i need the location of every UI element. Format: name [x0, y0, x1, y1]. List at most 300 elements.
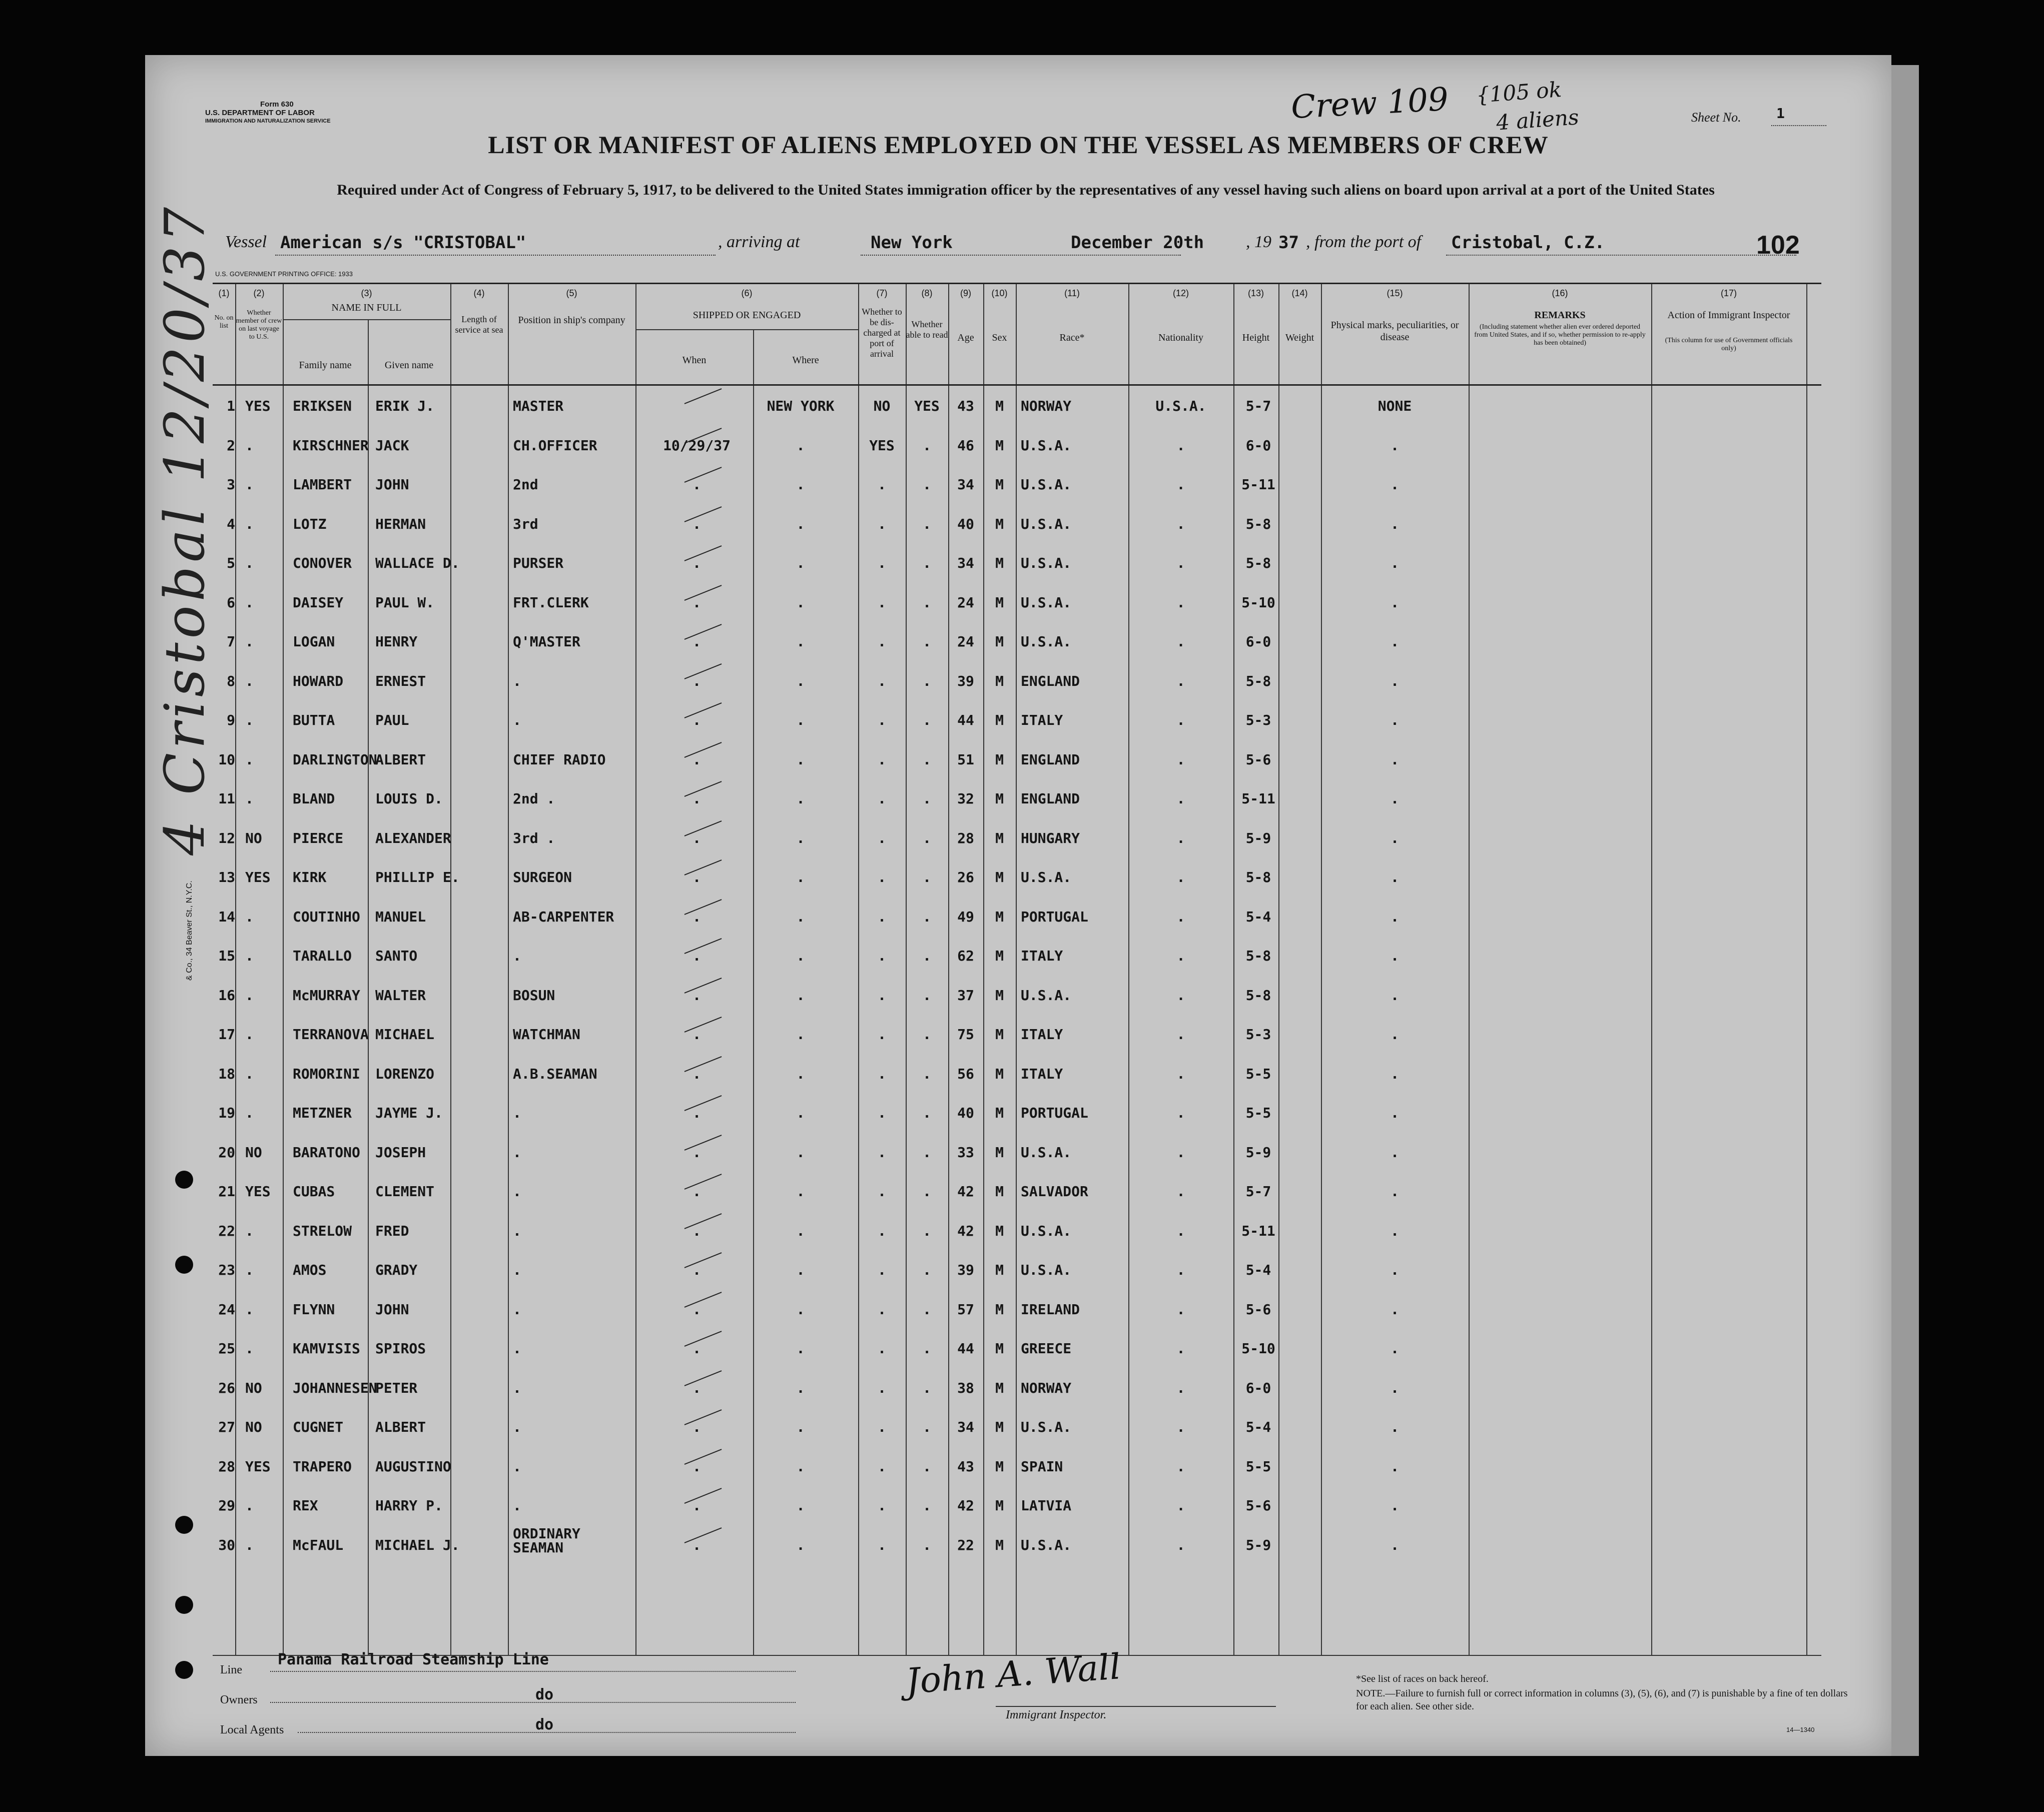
cell-discharged: . [878, 515, 886, 532]
cell-shipped-where: . [796, 790, 805, 807]
col-num-8: (8) [921, 288, 933, 298]
table-row [213, 740, 1821, 780]
cell-able-to-read: . [923, 555, 931, 571]
table-row [213, 1329, 1821, 1369]
signature-line [996, 1706, 1276, 1707]
cell-physical-marks: . [1391, 555, 1399, 571]
cell-shipped-where: . [796, 948, 805, 964]
cell-given-name: JOHN [375, 476, 409, 493]
cell-physical-marks: . [1391, 829, 1399, 846]
cell-physical-marks: . [1391, 1065, 1399, 1082]
cell-shipped-where: . [796, 829, 805, 846]
col-num-5: (5) [566, 288, 577, 298]
cell-discharged: . [878, 948, 886, 964]
cell-discharged: NO [873, 398, 891, 414]
cell-shipped-when: . [693, 1222, 701, 1239]
cell-age: 33 [957, 1144, 974, 1161]
fine-note: NOTE.—Failure to furnish full or correct information in columns (3), (5), (6), and (7) is punishable by a fine of ten dollars for each alien. See other side. [1356, 1688, 1848, 1712]
cell-shipped-when: . [693, 1262, 701, 1278]
cell-discharged: . [878, 1222, 886, 1239]
cell-shipped-where: . [796, 633, 805, 650]
cell-race: GREECE [1021, 1340, 1072, 1357]
department: U.S. DEPARTMENT OF LABOR [205, 109, 315, 117]
cell-position: ORDINARY SEAMAN [513, 1525, 580, 1556]
header-age: Age [957, 332, 974, 343]
cell-race: U.S.A. [1021, 555, 1072, 571]
sheet-number-value: 1 [1776, 105, 1785, 122]
cell-height: 5-4 [1245, 908, 1271, 925]
cell-race: U.S.A. [1021, 1144, 1072, 1161]
cell-sex: M [995, 398, 1004, 414]
col-num-11: (11) [1064, 288, 1080, 298]
punch-hole [175, 1256, 193, 1274]
cell-nationality: . [1176, 672, 1185, 689]
cell-discharged: . [878, 594, 886, 611]
cell-sex: M [995, 987, 1004, 1004]
cell-discharged: . [878, 751, 886, 768]
owners-dotline [270, 1702, 796, 1703]
cell-shipped-where: . [796, 1379, 805, 1396]
cell-last-voyage: NO [245, 1419, 262, 1435]
cell-physical-marks: . [1391, 712, 1399, 728]
cell-nationality: . [1176, 633, 1185, 650]
cell-nationality: . [1176, 1497, 1185, 1514]
owners-value: do [535, 1686, 554, 1703]
cell-shipped-where: . [796, 1105, 805, 1121]
cell-family-name: TERRANOVA [293, 1026, 369, 1043]
cell-given-name: WALTER [375, 987, 426, 1004]
cell-sex: M [995, 515, 1004, 532]
cell-age: 26 [957, 869, 974, 885]
cell-able-to-read: . [923, 1497, 931, 1514]
cell-sex: M [995, 1065, 1004, 1082]
cell-position: 2nd . [513, 790, 555, 807]
sheet-number-line [1771, 125, 1826, 126]
cell-discharged: YES [869, 437, 895, 454]
header-when: When [682, 355, 707, 366]
cell-given-name: MICHAEL [375, 1026, 435, 1043]
table-row [213, 505, 1821, 545]
cell-family-name: AMOS [293, 1262, 327, 1278]
print-code: 14—1340 [1786, 1726, 1815, 1733]
cell-nationality: . [1176, 712, 1185, 728]
cell-family-name: TARALLO [293, 948, 352, 964]
cell-position: 2nd [513, 476, 538, 493]
cell-given-name: ALBERT [375, 1419, 426, 1435]
cell-family-name: CUGNET [293, 1419, 344, 1435]
cell-last-voyage: . [245, 1301, 254, 1318]
cell-sex: M [995, 1262, 1004, 1278]
cell-last-voyage: . [245, 908, 254, 925]
table-row [213, 1133, 1821, 1173]
cell-race: U.S.A. [1021, 869, 1072, 885]
table-row [213, 544, 1821, 584]
cell-position: SURGEON [513, 869, 572, 885]
cell-race: U.S.A. [1021, 1536, 1072, 1553]
cell-sex: M [995, 1379, 1004, 1396]
cell-shipped-where: NEW YORK [767, 398, 835, 414]
table-row [213, 819, 1821, 859]
cell-physical-marks: . [1391, 948, 1399, 964]
cell-shipped-when: 10/29/37 [663, 437, 731, 454]
cell-last-voyage: NO [245, 1144, 262, 1161]
cell-sex: M [995, 1144, 1004, 1161]
cell-sex: M [995, 869, 1004, 885]
cell-nationality: . [1176, 1144, 1185, 1161]
cell-height: 5-5 [1245, 1105, 1271, 1121]
cell-height: 5-11 [1241, 476, 1275, 493]
cell-race: ITALY [1021, 948, 1063, 964]
header-family-name: Family name [299, 360, 352, 371]
cell-shipped-when: . [693, 672, 701, 689]
cell-shipped-when: . [693, 1379, 701, 1396]
table-row [213, 1447, 1821, 1487]
cell-sex: M [995, 1497, 1004, 1514]
cell-position: CHIEF RADIO [513, 751, 606, 768]
cell-race: U.S.A. [1021, 476, 1072, 493]
cell-shipped-when: . [693, 948, 701, 964]
cell-family-name: HOWARD [293, 672, 344, 689]
cell-given-name: JOHN [375, 1301, 409, 1318]
cell-last-voyage: . [245, 712, 254, 728]
cell-able-to-read: . [923, 633, 931, 650]
header-last-voyage: Whether member of crew on last voyage to U.S. [236, 309, 282, 341]
cell-physical-marks: . [1391, 1183, 1399, 1200]
cell-nationality: . [1176, 594, 1185, 611]
cell-discharged: . [878, 1340, 886, 1357]
cell-last-voyage: . [245, 594, 254, 611]
cell-race: PORTUGAL [1021, 1105, 1088, 1121]
cell-sex: M [995, 1183, 1004, 1200]
cell-physical-marks: . [1391, 1458, 1399, 1475]
table-row [213, 858, 1821, 898]
cell-age: 24 [957, 633, 974, 650]
cell-given-name: JAYME J. [375, 1105, 443, 1121]
cell-family-name: JOHANNESEN [293, 1379, 377, 1396]
cell-shipped-where: . [796, 672, 805, 689]
cell-shipped-where: . [796, 1183, 805, 1200]
cell-height: 6-0 [1245, 1379, 1271, 1396]
cell-race: PORTUGAL [1021, 908, 1088, 925]
header-no-on-list: No. on list [214, 314, 234, 330]
cell-shipped-where: . [796, 1458, 805, 1475]
cell-able-to-read: . [923, 987, 931, 1004]
cell-able-to-read: . [923, 1026, 931, 1043]
cell-last-voyage: . [245, 555, 254, 571]
table-row [213, 1369, 1821, 1409]
cell-position: FRT.CLERK [513, 594, 589, 611]
cell-discharged: . [878, 869, 886, 885]
agents-label: Local Agents [220, 1723, 284, 1736]
cell-given-name: PETER [375, 1379, 418, 1396]
cell-row-number: 30 [218, 1536, 235, 1553]
col-num-1: (1) [218, 288, 230, 298]
cell-shipped-when: . [693, 829, 701, 846]
form-number: Form 630 [260, 100, 294, 109]
cell-shipped-when: . [693, 1301, 701, 1318]
table-row [213, 1486, 1821, 1526]
cell-row-number: 25 [218, 1340, 235, 1357]
header-position: Position in ship's company [518, 315, 625, 326]
cell-height: 5-10 [1241, 1340, 1275, 1357]
cell-race: HUNGARY [1021, 829, 1080, 846]
cell-age: 49 [957, 908, 974, 925]
cell-given-name: WALLACE D. [375, 555, 460, 571]
cell-able-to-read: . [923, 594, 931, 611]
cell-nationality: U.S.A. [1155, 398, 1206, 414]
cell-position: . [513, 1301, 521, 1318]
cell-nationality: . [1176, 1105, 1185, 1121]
header-weight: Weight [1285, 332, 1314, 343]
cell-height: 5-3 [1245, 712, 1271, 728]
cell-physical-marks: . [1391, 1262, 1399, 1278]
cell-discharged: . [878, 555, 886, 571]
cell-last-voyage: YES [245, 869, 271, 885]
table-row [213, 1212, 1821, 1252]
cell-nationality: . [1176, 987, 1185, 1004]
cell-nationality: . [1176, 1340, 1185, 1357]
cell-row-number: 1 [227, 398, 235, 414]
cell-age: 51 [957, 751, 974, 768]
cell-row-number: 10 [218, 751, 235, 768]
cell-last-voyage: YES [245, 398, 271, 414]
cell-row-number: 6 [227, 594, 235, 611]
crew-table [213, 283, 1821, 1656]
table-row [213, 465, 1821, 505]
cell-able-to-read: . [923, 1222, 931, 1239]
cell-age: 24 [957, 594, 974, 611]
cell-row-number: 9 [227, 712, 235, 728]
table-row [213, 1055, 1821, 1095]
cell-last-voyage: NO [245, 1379, 262, 1396]
from-dotline [1446, 255, 1796, 256]
cell-height: 5-8 [1245, 515, 1271, 532]
cell-discharged: . [878, 1458, 886, 1475]
cell-age: 56 [957, 1065, 974, 1082]
cell-position: . [513, 1222, 521, 1239]
table-row [213, 426, 1821, 466]
cell-sex: M [995, 555, 1004, 571]
cell-last-voyage: . [245, 1497, 254, 1514]
table-row [213, 1290, 1821, 1330]
cell-physical-marks: . [1391, 476, 1399, 493]
cell-race: ITALY [1021, 1065, 1063, 1082]
cell-race: ENGLAND [1021, 751, 1080, 768]
header-sex: Sex [992, 332, 1007, 343]
cell-able-to-read: . [923, 476, 931, 493]
cell-family-name: DARLINGTON [293, 751, 377, 768]
cell-sex: M [995, 1301, 1004, 1318]
cell-shipped-when: . [693, 555, 701, 571]
cell-shipped-when: . [693, 1419, 701, 1435]
cell-row-number: 28 [218, 1458, 235, 1475]
cell-race: SPAIN [1021, 1458, 1063, 1475]
cell-row-number: 12 [218, 829, 235, 846]
cell-shipped-where: . [796, 712, 805, 728]
cell-physical-marks: . [1391, 1222, 1399, 1239]
year-prefix: , 19 [1246, 233, 1271, 251]
cell-physical-marks: . [1391, 1497, 1399, 1514]
cell-discharged: . [878, 1497, 886, 1514]
cell-position: . [513, 712, 521, 728]
cell-last-voyage: . [245, 1262, 254, 1278]
cell-given-name: ERNEST [375, 672, 426, 689]
cell-given-name: ALEXANDER [375, 829, 451, 846]
cell-age: 34 [957, 476, 974, 493]
cell-given-name: LORENZO [375, 1065, 435, 1082]
col-num-15: (15) [1387, 288, 1403, 298]
cell-shipped-when: . [693, 908, 701, 925]
cell-race: ITALY [1021, 712, 1063, 728]
table-row [213, 583, 1821, 623]
cell-family-name: STRELOW [293, 1222, 352, 1239]
table-row [213, 622, 1821, 662]
cell-given-name: MICHAEL J. [375, 1536, 460, 1553]
cell-able-to-read: . [923, 1105, 931, 1121]
cell-discharged: . [878, 476, 886, 493]
header-height: Height [1242, 332, 1270, 343]
cell-last-voyage: NO [245, 829, 262, 846]
cell-height: 5-9 [1245, 1144, 1271, 1161]
cell-sex: M [995, 829, 1004, 846]
cell-nationality: . [1176, 476, 1185, 493]
handwritten-alien-count: 4 aliens [1495, 105, 1580, 135]
cell-shipped-when: . [693, 594, 701, 611]
cell-age: 42 [957, 1183, 974, 1200]
header-given-name: Given name [384, 360, 434, 371]
cell-physical-marks: . [1391, 1026, 1399, 1043]
cell-nationality: . [1176, 1301, 1185, 1318]
cell-height: 5-9 [1245, 1536, 1271, 1553]
cell-age: 22 [957, 1536, 974, 1553]
cell-height: 5-4 [1245, 1262, 1271, 1278]
cell-row-number: 17 [218, 1026, 235, 1043]
cell-position: BOSUN [513, 987, 555, 1004]
cell-position: PURSER [513, 555, 564, 571]
table-row [213, 937, 1821, 977]
cell-able-to-read: . [923, 1183, 931, 1200]
cell-given-name: ALBERT [375, 751, 426, 768]
cell-shipped-when: . [693, 790, 701, 807]
cell-discharged: . [878, 1301, 886, 1318]
cell-row-number: 22 [218, 1222, 235, 1239]
cell-age: 43 [957, 398, 974, 414]
cell-position: Q'MASTER [513, 633, 580, 650]
table-row [213, 1526, 1821, 1566]
cell-physical-marks: . [1391, 908, 1399, 925]
cell-position: AB-CARPENTER [513, 908, 614, 925]
manifest-title: LIST OR MANIFEST OF ALIENS EMPLOYED ON THE VESSEL AS MEMBERS OF CREW [488, 131, 1549, 159]
cell-position: . [513, 1458, 521, 1475]
cell-last-voyage: . [245, 1536, 254, 1553]
cell-discharged: . [878, 1065, 886, 1082]
cell-family-name: BLAND [293, 790, 335, 807]
cell-race: IRELAND [1021, 1301, 1080, 1318]
cell-family-name: LAMBERT [293, 476, 352, 493]
races-note: *See list of races on back hereof. [1356, 1673, 1489, 1684]
cell-family-name: McMURRAY [293, 987, 360, 1004]
cell-shipped-when: . [693, 1536, 701, 1553]
cell-shipped-when: . [693, 476, 701, 493]
table-row [213, 1251, 1821, 1291]
cell-able-to-read: . [923, 1458, 931, 1475]
cell-position: . [513, 1105, 521, 1121]
cell-nationality: . [1176, 1536, 1185, 1553]
cell-age: 34 [957, 555, 974, 571]
cell-nationality: . [1176, 908, 1185, 925]
cell-shipped-when: . [693, 1497, 701, 1514]
cell-family-name: KAMVISIS [293, 1340, 360, 1357]
header-remarks: REMARKS [1534, 310, 1586, 321]
cell-given-name: AUGUSTINO [375, 1458, 451, 1475]
cell-race: U.S.A. [1021, 633, 1072, 650]
agents-dotline [298, 1732, 796, 1733]
cell-height: 5-6 [1245, 751, 1271, 768]
form-header [205, 100, 331, 126]
cell-last-voyage: . [245, 751, 254, 768]
cell-sex: M [995, 437, 1004, 454]
header-remarks-note: (Including statement whether alien ever ordered deported from United States, and if so, whether permission to re-apply has been obtained) [1474, 323, 1646, 347]
header-action: Action of Immigrant Inspector [1667, 310, 1790, 321]
cell-row-number: 20 [218, 1144, 235, 1161]
cell-able-to-read: . [923, 712, 931, 728]
table-row [213, 976, 1821, 1016]
table-row [213, 387, 1821, 427]
cell-nationality: . [1176, 1222, 1185, 1239]
service: IMMIGRATION AND NATURALIZATION SERVICE [205, 118, 331, 124]
cell-last-voyage: . [245, 476, 254, 493]
cell-last-voyage: . [245, 1065, 254, 1082]
col-num-2: (2) [253, 288, 265, 298]
cell-position: . [513, 1419, 521, 1435]
cell-position: CH.OFFICER [513, 437, 597, 454]
cell-height: 5-7 [1245, 398, 1271, 414]
cell-height: 5-10 [1241, 594, 1275, 611]
cell-height: 5-8 [1245, 869, 1271, 885]
cell-nationality: . [1176, 555, 1185, 571]
cell-age: 43 [957, 1458, 974, 1475]
cell-family-name: BARATONO [293, 1144, 360, 1161]
cell-height: 5-4 [1245, 1419, 1271, 1435]
cell-sex: M [995, 751, 1004, 768]
cell-row-number: 24 [218, 1301, 235, 1318]
punch-hole [175, 1661, 193, 1679]
cell-sex: M [995, 1419, 1004, 1435]
cell-given-name: PHILLIP E. [375, 869, 460, 885]
cell-discharged: . [878, 1105, 886, 1121]
paper-edge [1889, 65, 1919, 1756]
cell-discharged: . [878, 987, 886, 1004]
cell-sex: M [995, 712, 1004, 728]
cell-able-to-read: . [923, 1379, 931, 1396]
cell-shipped-where: . [796, 555, 805, 571]
manifest-subtitle: Required under Act of Congress of February 5, 1917, to be delivered to the United States immigration officer by the representatives of any vessel having such aliens on board upon arrival at a port of the United States [337, 182, 1715, 198]
cell-row-number: 2 [227, 437, 235, 454]
cell-discharged: . [878, 1379, 886, 1396]
cell-family-name: BUTTA [293, 712, 335, 728]
header-nationality: Nationality [1158, 332, 1203, 343]
cell-row-number: 3 [227, 476, 235, 493]
col-num-10: (10) [991, 288, 1008, 298]
cell-height: 5-8 [1245, 948, 1271, 964]
cell-nationality: . [1176, 829, 1185, 846]
cell-shipped-where: . [796, 987, 805, 1004]
year-value: 37 [1278, 233, 1299, 253]
cell-shipped-when: . [693, 633, 701, 650]
cell-race: NORWAY [1021, 1379, 1072, 1396]
cell-last-voyage: . [245, 672, 254, 689]
cell-physical-marks: . [1391, 437, 1399, 454]
